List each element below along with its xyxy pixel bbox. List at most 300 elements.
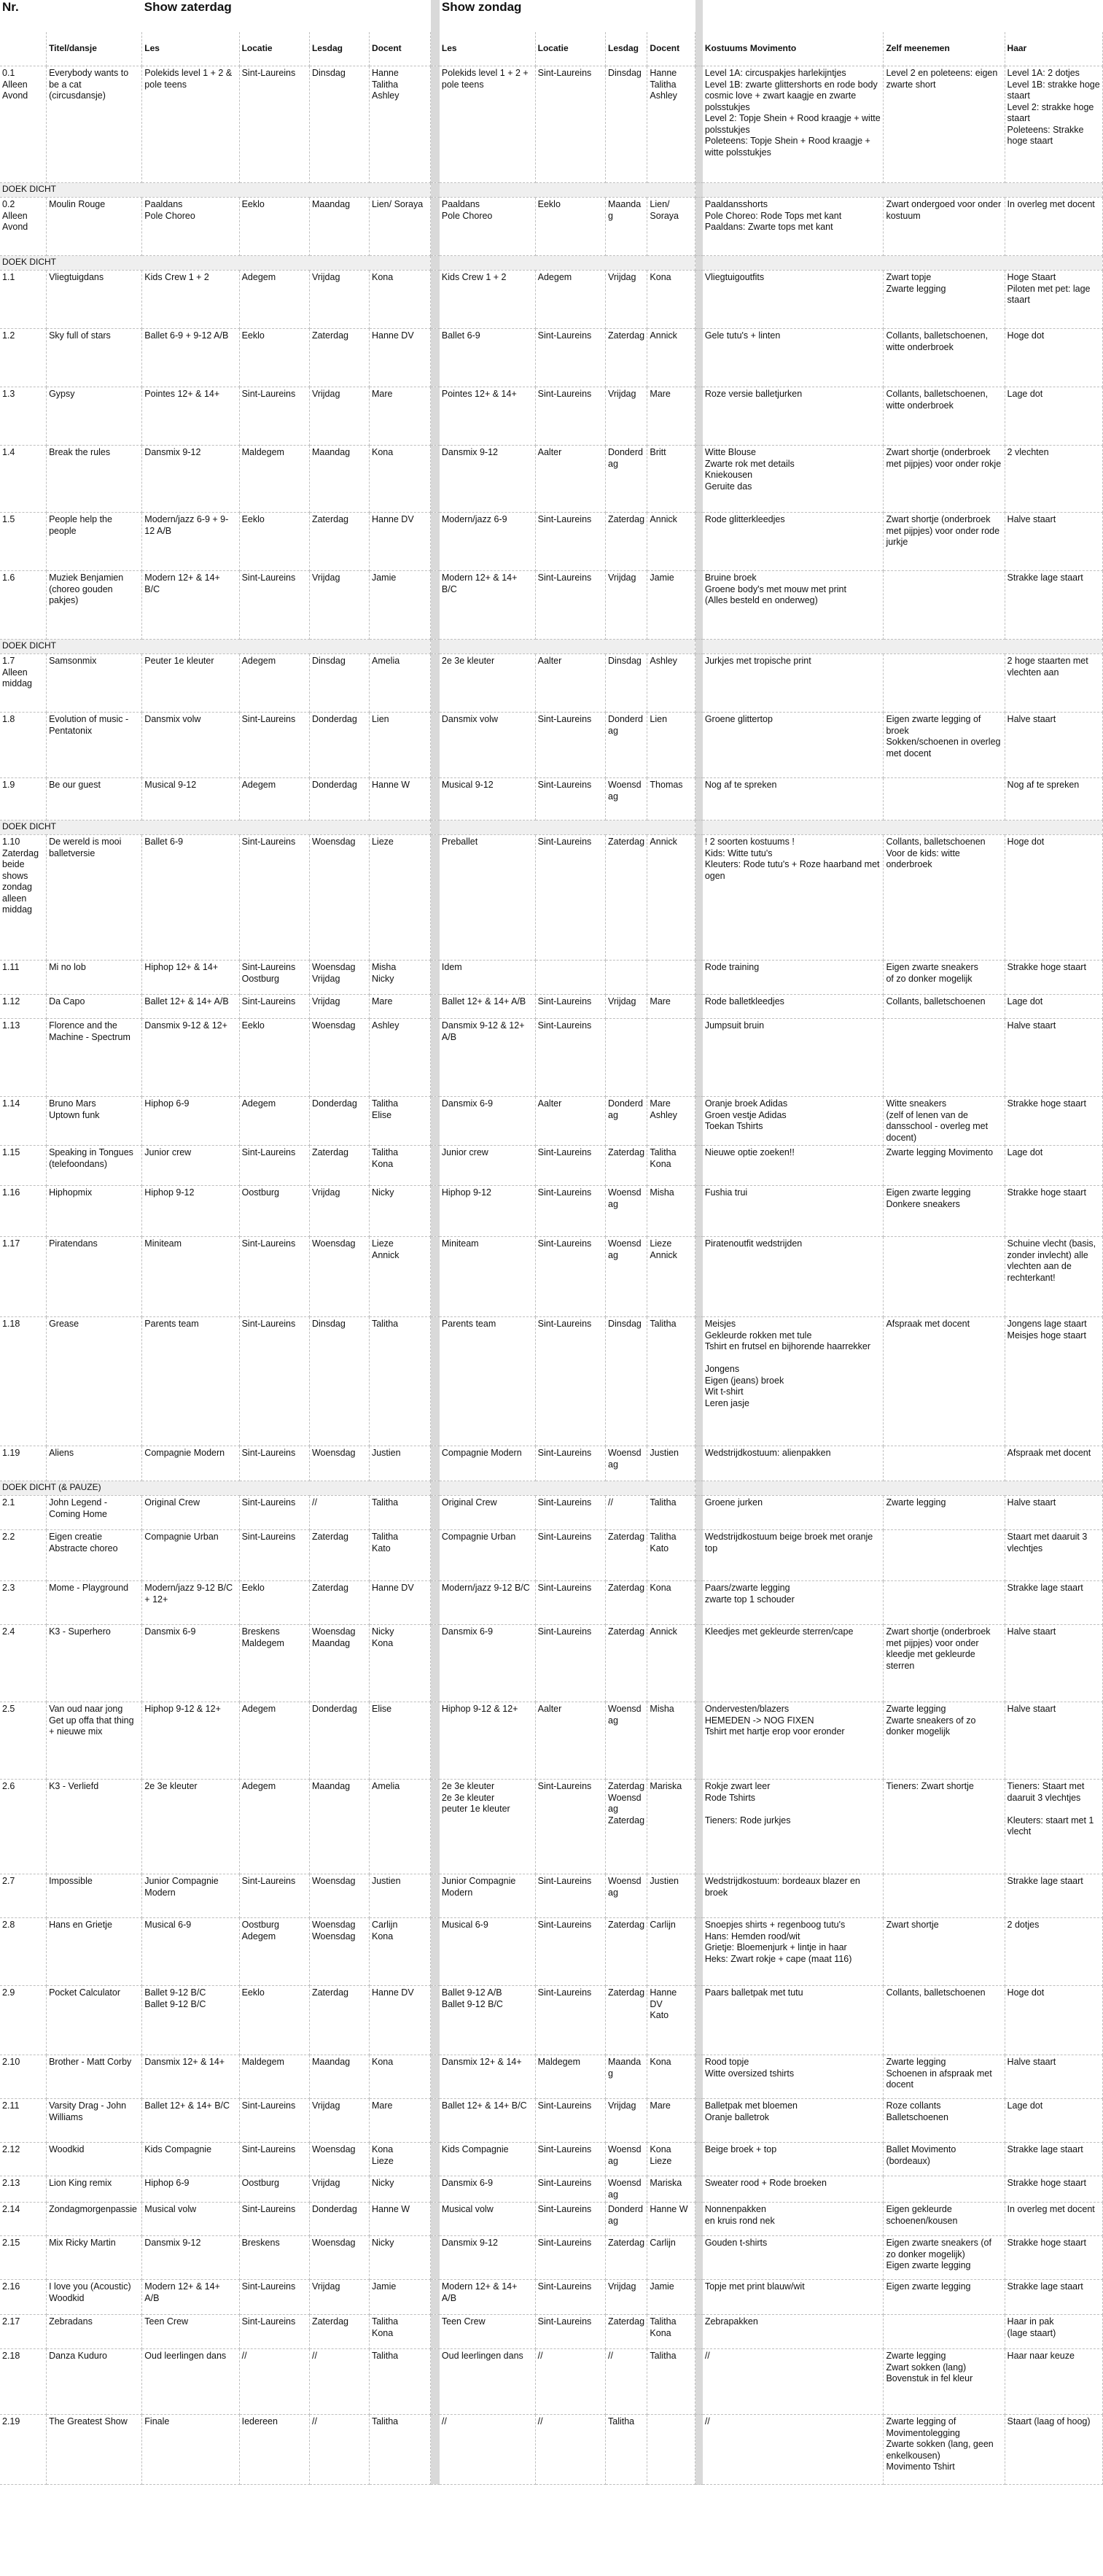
table-row bbox=[0, 2099, 1103, 2143]
cell-les: Dansmix volw bbox=[142, 713, 239, 778]
doek-dicht-label: DOEK DICHT bbox=[0, 820, 431, 835]
doek-dicht-label: DOEK DICHT (& PAUZE) bbox=[0, 1481, 431, 1496]
cell-les-zondag: Dansmix 9-12 bbox=[440, 446, 535, 513]
cell-locatie: Sint-Laureins bbox=[239, 2099, 309, 2143]
cell-zelf-meenemen: Eigen zwarte sneakers (of zo donker mogelijk) Eigen zwarte legging bbox=[884, 2236, 1005, 2280]
cell-titel: Mi no lob bbox=[47, 961, 142, 995]
cell-kostuums: Nog af te spreken bbox=[703, 778, 884, 820]
table-row bbox=[0, 2349, 1103, 2415]
cell-docent: Talitha bbox=[369, 1317, 430, 1446]
table-row bbox=[0, 1986, 1103, 2055]
cell-lesdag-zondag: Zaterdag bbox=[606, 513, 647, 571]
cell-haar: Hoge dot bbox=[1005, 835, 1102, 961]
cell-kostuums: Piratenoutfit wedstrijden bbox=[703, 1237, 884, 1317]
cell-lesdag-zondag: Vrijdag bbox=[606, 271, 647, 329]
cell-titel: Zondagmorgenpassie bbox=[47, 2203, 142, 2236]
cell-haar: Halve staart bbox=[1005, 2055, 1102, 2099]
cell-locatie: Sint-Laureins bbox=[239, 1146, 309, 1186]
cell-lesdag-zondag: Woensdag bbox=[606, 1446, 647, 1481]
cell-locatie: Oostburg bbox=[239, 2176, 309, 2203]
cell-docent-zondag bbox=[647, 2415, 695, 2485]
cell-les: Ballet 6-9 + 9-12 A/B bbox=[142, 329, 239, 387]
cell-les-zondag: Dansmix 6-9 bbox=[440, 1625, 535, 1702]
cell-docent: Hanne DV bbox=[369, 1986, 430, 2055]
cell-lesdag-zondag: Zaterdag bbox=[606, 1581, 647, 1625]
col-kostuums: Kostuums Movimento bbox=[703, 32, 884, 66]
cell-les-zondag: Ballet 12+ & 14+ A/B bbox=[440, 995, 535, 1019]
cell-les: Teen Crew bbox=[142, 2315, 239, 2349]
cell-locatie: Adegem bbox=[239, 1702, 309, 1780]
cell-les: Kids Compagnie bbox=[142, 2143, 239, 2176]
cell-docent: Mare bbox=[369, 2099, 430, 2143]
cell-les: Pointes 12+ & 14+ bbox=[142, 387, 239, 446]
cell-lesdag: Zaterdag bbox=[309, 1986, 369, 2055]
cell-nr: 2.12 bbox=[0, 2143, 47, 2176]
cell-docent: Lieze Annick bbox=[369, 1237, 430, 1317]
table-row bbox=[0, 961, 1103, 995]
cell-locatie-zondag: Maldegem bbox=[535, 2055, 605, 2099]
cell-haar: In overleg met docent bbox=[1005, 2203, 1102, 2236]
cell-lesdag-zondag: Vrijdag bbox=[606, 571, 647, 640]
cell-docent: Kona bbox=[369, 271, 430, 329]
cell-titel: Samsonmix bbox=[47, 654, 142, 713]
table-row bbox=[0, 654, 1103, 713]
table-row bbox=[0, 1237, 1103, 1317]
cell-docent: Justien bbox=[369, 1874, 430, 1918]
cell-docent: Carlijn Kona bbox=[369, 1918, 430, 1986]
cell-lesdag: Woensdag bbox=[309, 1446, 369, 1481]
table-row bbox=[0, 1097, 1103, 1146]
cell-locatie-zondag: Sint-Laureins bbox=[535, 1446, 605, 1481]
cell-haar: Hoge dot bbox=[1005, 1986, 1102, 2055]
cell-les-zondag: Dansmix 9-12 & 12+ A/B bbox=[440, 1019, 535, 1097]
cell-les-zondag: Compagnie Urban bbox=[440, 1530, 535, 1581]
cell-lesdag: Dinsdag bbox=[309, 654, 369, 713]
cell-docent: Misha Nicky bbox=[369, 961, 430, 995]
cell-lesdag: Donderdag bbox=[309, 1097, 369, 1146]
col-locatie: Locatie bbox=[239, 32, 309, 66]
cell-docent-zondag: Annick bbox=[647, 513, 695, 571]
doek-dicht-label: DOEK DICHT bbox=[0, 640, 431, 654]
cell-locatie-zondag: Aalter bbox=[535, 1097, 605, 1146]
cell-locatie: Sint-Laureins bbox=[239, 1496, 309, 1530]
cell-nr: 2.17 bbox=[0, 2315, 47, 2349]
cell-titel: Speaking in Tongues (telefoondans) bbox=[47, 1146, 142, 1186]
cell-lesdag-zondag bbox=[606, 1019, 647, 1097]
cell-haar: Halve staart bbox=[1005, 713, 1102, 778]
cell-locatie: Breskens bbox=[239, 2236, 309, 2280]
cell-locatie-zondag: Sint-Laureins bbox=[535, 1581, 605, 1625]
cell-haar: Strakke lage staart bbox=[1005, 571, 1102, 640]
cell-docent: Elise bbox=[369, 1702, 430, 1780]
cell-nr: 2.11 bbox=[0, 2099, 47, 2143]
cell-lesdag: Woensdag Maandag bbox=[309, 1625, 369, 1702]
cell-les: Ballet 9-12 B/C Ballet 9-12 B/C bbox=[142, 1986, 239, 2055]
cell-docent-zondag: Talitha Kato bbox=[647, 1530, 695, 1581]
cell-locatie: Sint-Laureins bbox=[239, 387, 309, 446]
cell-lesdag: Zaterdag bbox=[309, 513, 369, 571]
cell-kostuums: Jurkjes met tropische print bbox=[703, 654, 884, 713]
cell-kostuums: Rode glitterkleedjes bbox=[703, 513, 884, 571]
cell-titel: Brother - Matt Corby bbox=[47, 2055, 142, 2099]
cell-les: Modern/jazz 6-9 + 9-12 A/B bbox=[142, 513, 239, 571]
cell-les: Modern 12+ & 14+ A/B bbox=[142, 2280, 239, 2315]
cell-titel: Mix Ricky Martin bbox=[47, 2236, 142, 2280]
cell-haar: Halve staart bbox=[1005, 1019, 1102, 1097]
cell-docent-zondag: Kona bbox=[647, 1581, 695, 1625]
cell-lesdag-zondag: Woensdag bbox=[606, 2143, 647, 2176]
cell-les: Hiphop 6-9 bbox=[142, 2176, 239, 2203]
cell-lesdag-zondag: Donderdag bbox=[606, 713, 647, 778]
table-row bbox=[0, 271, 1103, 329]
cell-kostuums: Groene glittertop bbox=[703, 713, 884, 778]
table-row bbox=[0, 1446, 1103, 1481]
cell-les-zondag: Kids Compagnie bbox=[440, 2143, 535, 2176]
cell-les-zondag: Musical 9-12 bbox=[440, 778, 535, 820]
cell-les-zondag: Polekids level 1 + 2 + pole teens bbox=[440, 66, 535, 183]
table-row bbox=[0, 1625, 1103, 1702]
col-zelf-meenemen: Zelf meenemen bbox=[884, 32, 1005, 66]
table-row bbox=[0, 2055, 1103, 2099]
cell-locatie-zondag: Sint-Laureins bbox=[535, 2236, 605, 2280]
cell-les: Dansmix 9-12 bbox=[142, 446, 239, 513]
cell-docent: Talitha bbox=[369, 2415, 430, 2485]
cell-kostuums: Oranje broek Adidas Groen vestje Adidas Toekan Tshirts bbox=[703, 1097, 884, 1146]
cell-les-zondag: Pointes 12+ & 14+ bbox=[440, 387, 535, 446]
cell-haar: Tieners: Staart met daaruit 3 vlechtjes Kleuters: staart met 1 vlecht bbox=[1005, 1780, 1102, 1874]
cell-zelf-meenemen: Eigen gekleurde schoenen/kousen bbox=[884, 2203, 1005, 2236]
cell-nr: 1.14 bbox=[0, 1097, 47, 1146]
cell-titel: Bruno Mars Uptown funk bbox=[47, 1097, 142, 1146]
cell-nr: 1.19 bbox=[0, 1446, 47, 1481]
cell-locatie-zondag: // bbox=[535, 2349, 605, 2415]
cell-locatie: Sint-Laureins bbox=[239, 2280, 309, 2315]
cell-lesdag: Zaterdag bbox=[309, 1530, 369, 1581]
cell-locatie: Sint-Laureins bbox=[239, 66, 309, 183]
cell-lesdag-zondag: Woensdag bbox=[606, 2176, 647, 2203]
cell-zelf-meenemen: Zwarte legging Zwarte sneakers of zo donker mogelijk bbox=[884, 1702, 1005, 1780]
cell-locatie-zondag: Sint-Laureins bbox=[535, 1625, 605, 1702]
table-row bbox=[0, 2176, 1103, 2203]
cell-nr: 2.6 bbox=[0, 1780, 47, 1874]
cell-docent-zondag: Mare bbox=[647, 387, 695, 446]
cell-locatie-zondag: Sint-Laureins bbox=[535, 1237, 605, 1317]
table-row bbox=[0, 571, 1103, 640]
cell-lesdag-zondag: Zaterdag bbox=[606, 1530, 647, 1581]
cell-docent: Talitha Elise bbox=[369, 1097, 430, 1146]
cell-les-zondag: Junior crew bbox=[440, 1146, 535, 1186]
cell-haar: In overleg met docent bbox=[1005, 198, 1102, 256]
cell-les: Original Crew bbox=[142, 1496, 239, 1530]
cell-docent: Lieze bbox=[369, 835, 430, 961]
cell-titel: Gypsy bbox=[47, 387, 142, 446]
cell-zelf-meenemen: Zwart shortje (onderbroek met pijpjes) voor onder rokje bbox=[884, 446, 1005, 513]
cell-titel: Muziek Benjamien (choreo gouden pakjes) bbox=[47, 571, 142, 640]
cell-lesdag-zondag: Donderdag bbox=[606, 1097, 647, 1146]
cell-lesdag: Vrijdag bbox=[309, 2280, 369, 2315]
table-row bbox=[0, 1530, 1103, 1581]
cell-docent: Talitha Kona bbox=[369, 1146, 430, 1186]
cell-haar: Strakke lage staart bbox=[1005, 2143, 1102, 2176]
cell-lesdag-zondag: Zaterdag bbox=[606, 2315, 647, 2349]
cell-zelf-meenemen bbox=[884, 1874, 1005, 1918]
cell-kostuums: Level 1A: circuspakjes harlekijntjes Level 1B: zwarte glittershorts en rode body cosmic love + zwart kaagje en zwarte polsstukjes Level 2: Topje Shein + Rood kraagje + witte polsstukjes Poleteens: Topje Shein + Rood kraagje + witte polsstukjes bbox=[703, 66, 884, 183]
cell-les: Junior Compagnie Modern bbox=[142, 1874, 239, 1918]
table-row bbox=[0, 2415, 1103, 2485]
cell-lesdag: Vrijdag bbox=[309, 2176, 369, 2203]
cell-locatie: Sint-Laureins bbox=[239, 1446, 309, 1481]
cell-zelf-meenemen: Zwart topje Zwarte legging bbox=[884, 271, 1005, 329]
cell-titel: Lion King remix bbox=[47, 2176, 142, 2203]
cell-zelf-meenemen bbox=[884, 1581, 1005, 1625]
cell-titel: People help the people bbox=[47, 513, 142, 571]
cell-locatie: Adegem bbox=[239, 778, 309, 820]
cell-les: Dansmix 9-12 bbox=[142, 2236, 239, 2280]
cell-nr: 2.14 bbox=[0, 2203, 47, 2236]
cell-les: Hiphop 9-12 bbox=[142, 1186, 239, 1237]
cell-haar: Halve staart bbox=[1005, 1702, 1102, 1780]
cell-lesdag-zondag: Zaterdag bbox=[606, 2236, 647, 2280]
cell-haar: Strakke hoge staart bbox=[1005, 2176, 1102, 2203]
table-row bbox=[0, 66, 1103, 183]
cell-les-zondag: Musical 6-9 bbox=[440, 1918, 535, 1986]
cell-docent: Talitha bbox=[369, 2349, 430, 2415]
cell-locatie-zondag: Sint-Laureins bbox=[535, 778, 605, 820]
table-row bbox=[0, 1317, 1103, 1446]
cell-docent-zondag: Annick bbox=[647, 835, 695, 961]
cell-les: Parents team bbox=[142, 1317, 239, 1446]
cell-zelf-meenemen bbox=[884, 2176, 1005, 2203]
cell-les-zondag: Ballet 9-12 A/B Ballet 9-12 B/C bbox=[440, 1986, 535, 2055]
col-docent: Docent bbox=[369, 32, 430, 66]
cell-kostuums: Rokje zwart leer Rode Tshirts Tieners: Rode jurkjes bbox=[703, 1780, 884, 1874]
cell-lesdag: Maandag bbox=[309, 2055, 369, 2099]
cell-haar: Strakke hoge staart bbox=[1005, 961, 1102, 995]
cell-locatie: Sint-Laureins bbox=[239, 995, 309, 1019]
doek-dicht-row bbox=[0, 640, 1103, 654]
cell-titel: Everybody wants to be a cat (circusdansje) bbox=[47, 66, 142, 183]
cell-kostuums: Jumpsuit bruin bbox=[703, 1019, 884, 1097]
cell-lesdag-zondag: Vrijdag bbox=[606, 2099, 647, 2143]
cell-locatie-zondag: Sint-Laureins bbox=[535, 329, 605, 387]
cell-zelf-meenemen bbox=[884, 778, 1005, 820]
cell-titel: Danza Kuduro bbox=[47, 2349, 142, 2415]
cell-zelf-meenemen: Collants, balletschoenen, witte onderbroek bbox=[884, 387, 1005, 446]
cell-locatie: Sint-Laureins bbox=[239, 1237, 309, 1317]
cell-titel: Florence and the Machine - Spectrum bbox=[47, 1019, 142, 1097]
cell-nr: 1.18 bbox=[0, 1317, 47, 1446]
cell-les-zondag: Junior Compagnie Modern bbox=[440, 1874, 535, 1918]
cell-nr: 2.15 bbox=[0, 2236, 47, 2280]
cell-docent-zondag: Hanne W bbox=[647, 2203, 695, 2236]
cell-locatie-zondag: Sint-Laureins bbox=[535, 66, 605, 183]
cell-nr: 1.17 bbox=[0, 1237, 47, 1317]
cell-lesdag: Donderdag bbox=[309, 778, 369, 820]
cell-docent-zondag: Talitha bbox=[647, 2349, 695, 2415]
cell-lesdag: Woensdag bbox=[309, 835, 369, 961]
cell-docent-zondag: Lieze Annick bbox=[647, 1237, 695, 1317]
cell-lesdag-zondag: Vrijdag bbox=[606, 387, 647, 446]
cell-les-zondag: Paaldans Pole Choreo bbox=[440, 198, 535, 256]
cell-titel: Varsity Drag - John Williams bbox=[47, 2099, 142, 2143]
cell-titel: Break the rules bbox=[47, 446, 142, 513]
cell-les: Ballet 12+ & 14+ B/C bbox=[142, 2099, 239, 2143]
cell-les: Peuter 1e kleuter bbox=[142, 654, 239, 713]
cell-lesdag-zondag bbox=[606, 961, 647, 995]
cell-titel: Mome - Playground bbox=[47, 1581, 142, 1625]
cell-docent-zondag: Annick bbox=[647, 1625, 695, 1702]
cell-zelf-meenemen bbox=[884, 1446, 1005, 1481]
cell-les-zondag: Hiphop 9-12 & 12+ bbox=[440, 1702, 535, 1780]
cell-lesdag-zondag: Donderdag bbox=[606, 2203, 647, 2236]
cell-titel: Moulin Rouge bbox=[47, 198, 142, 256]
cell-locatie-zondag: Sint-Laureins bbox=[535, 1146, 605, 1186]
cell-nr: 1.8 bbox=[0, 713, 47, 778]
cell-locatie-zondag: Sint-Laureins bbox=[535, 1780, 605, 1874]
cell-kostuums: Gele tutu's + linten bbox=[703, 329, 884, 387]
cell-lesdag-zondag: Woensdag bbox=[606, 1186, 647, 1237]
cell-docent-zondag: Jamie bbox=[647, 571, 695, 640]
cell-haar: Hoge Staart Piloten met pet: lage staart bbox=[1005, 271, 1102, 329]
cell-kostuums: Sweater rood + Rode broeken bbox=[703, 2176, 884, 2203]
table-row bbox=[0, 2143, 1103, 2176]
col-lesdag-zondag: Lesdag bbox=[606, 32, 647, 66]
cell-lesdag: Donderdag bbox=[309, 2203, 369, 2236]
cell-lesdag-zondag: // bbox=[606, 2349, 647, 2415]
cell-les: Ballet 6-9 bbox=[142, 835, 239, 961]
cell-locatie: Eeklo bbox=[239, 198, 309, 256]
cell-nr: 0.1 Alleen Avond bbox=[0, 66, 47, 183]
cell-les: Modern 12+ & 14+ B/C bbox=[142, 571, 239, 640]
cell-lesdag-zondag: Zaterdag bbox=[606, 1625, 647, 1702]
cell-locatie-zondag: Sint-Laureins bbox=[535, 713, 605, 778]
cell-docent-zondag: Mariska bbox=[647, 2176, 695, 2203]
cell-lesdag-zondag: Zaterdag Woensdag Zaterdag bbox=[606, 1780, 647, 1874]
cell-kostuums: Wedstrijdkostuum: alienpakken bbox=[703, 1446, 884, 1481]
table-row bbox=[0, 1019, 1103, 1097]
cell-titel: Pocket Calculator bbox=[47, 1986, 142, 2055]
cell-haar: Lage dot bbox=[1005, 387, 1102, 446]
cell-locatie: Maldegem bbox=[239, 446, 309, 513]
cell-les-zondag: Modern 12+ & 14+ B/C bbox=[440, 571, 535, 640]
cell-docent-zondag: Mare Ashley bbox=[647, 1097, 695, 1146]
show-zondag-heading: Show zondag bbox=[441, 0, 522, 14]
cell-kostuums: Bruine broek Groene body's met mouw met print (Alles besteld en onderweg) bbox=[703, 571, 884, 640]
cell-locatie: Maldegem bbox=[239, 2055, 309, 2099]
cell-les-zondag: Idem bbox=[440, 961, 535, 995]
cell-docent-zondag: Hanne Talitha Ashley bbox=[647, 66, 695, 183]
cell-titel: Evolution of music - Pentatonix bbox=[47, 713, 142, 778]
cell-les: Miniteam bbox=[142, 1237, 239, 1317]
cell-haar: Strakke hoge staart bbox=[1005, 1186, 1102, 1237]
cell-les: Junior crew bbox=[142, 1146, 239, 1186]
table-row bbox=[0, 778, 1103, 820]
cell-les-zondag: Modern 12+ & 14+ A/B bbox=[440, 2280, 535, 2315]
cell-lesdag: Zaterdag bbox=[309, 1146, 369, 1186]
cell-zelf-meenemen: Collants, balletschoenen Voor de kids: witte onderbroek bbox=[884, 835, 1005, 961]
table-row bbox=[0, 387, 1103, 446]
cell-zelf-meenemen: Zwarte legging bbox=[884, 1496, 1005, 1530]
cell-locatie: Sint-Laureins bbox=[239, 571, 309, 640]
cell-locatie-zondag: Sint-Laureins bbox=[535, 1986, 605, 2055]
cell-docent: Mare bbox=[369, 387, 430, 446]
table-row bbox=[0, 446, 1103, 513]
cell-nr: 2.8 bbox=[0, 1918, 47, 1986]
cell-titel: K3 - Superhero bbox=[47, 1625, 142, 1702]
table-row bbox=[0, 1581, 1103, 1625]
cell-les: Finale bbox=[142, 2415, 239, 2485]
cell-kostuums: Meisjes Gekleurde rokken met tule Tshirt en frutsel en bijhorende haarrekker Jongens Eigen (jeans) broek Wit t-shirt Leren jasje bbox=[703, 1317, 884, 1446]
cell-nr: 1.7 Alleen middag bbox=[0, 654, 47, 713]
table-row bbox=[0, 2280, 1103, 2315]
cell-zelf-meenemen: Zwarte legging Zwart sokken (lang) Bovenstuk in fel kleur bbox=[884, 2349, 1005, 2415]
cell-haar: Nog af te spreken bbox=[1005, 778, 1102, 820]
cell-docent: Nicky bbox=[369, 2176, 430, 2203]
cell-kostuums: Rood topje Witte oversized tshirts bbox=[703, 2055, 884, 2099]
cell-les: Hiphop 12+ & 14+ bbox=[142, 961, 239, 995]
cell-docent: Mare bbox=[369, 995, 430, 1019]
cell-kostuums: Wedstrijdkostuum beige broek met oranje top bbox=[703, 1530, 884, 1581]
cell-locatie: Sint-Laureins bbox=[239, 2315, 309, 2349]
cell-lesdag-zondag: Zaterdag bbox=[606, 1986, 647, 2055]
cell-kostuums: Paars/zwarte legging zwarte top 1 schouder bbox=[703, 1581, 884, 1625]
cell-zelf-meenemen: Level 2 en poleteens: eigen zwarte short bbox=[884, 66, 1005, 183]
cell-haar: Lage dot bbox=[1005, 2099, 1102, 2143]
cell-lesdag-zondag: Zaterdag bbox=[606, 835, 647, 961]
cell-nr: 2.7 bbox=[0, 1874, 47, 1918]
table-row bbox=[0, 329, 1103, 387]
cell-nr: 1.11 bbox=[0, 961, 47, 995]
cell-lesdag: Dinsdag bbox=[309, 66, 369, 183]
cell-lesdag: // bbox=[309, 2415, 369, 2485]
cell-haar: Afspraak met docent bbox=[1005, 1446, 1102, 1481]
cell-zelf-meenemen: Witte sneakers (zelf of lenen van de dansschool - overleg met docent) bbox=[884, 1097, 1005, 1146]
cell-haar: Staart (laag of hoog) bbox=[1005, 2415, 1102, 2485]
cell-locatie: Oostburg Adegem bbox=[239, 1918, 309, 1986]
cell-docent-zondag: Talitha bbox=[647, 1317, 695, 1446]
cell-docent: Lien bbox=[369, 713, 430, 778]
cell-lesdag: Vrijdag bbox=[309, 387, 369, 446]
cell-kostuums: Beige broek + top bbox=[703, 2143, 884, 2176]
cell-lesdag-zondag: Maandag bbox=[606, 2055, 647, 2099]
cell-locatie-zondag: Sint-Laureins bbox=[535, 387, 605, 446]
cell-docent-zondag: Mare bbox=[647, 995, 695, 1019]
cell-haar: Haar naar keuze bbox=[1005, 2349, 1102, 2415]
cell-les: Dansmix 6-9 bbox=[142, 1625, 239, 1702]
cell-docent: Hanne DV bbox=[369, 1581, 430, 1625]
cell-les-zondag: 2e 3e kleuter 2e 3e kleuter peuter 1e kleuter bbox=[440, 1780, 535, 1874]
cell-locatie-zondag: // bbox=[535, 2415, 605, 2485]
cell-haar: Halve staart bbox=[1005, 1625, 1102, 1702]
cell-les: Hiphop 6-9 bbox=[142, 1097, 239, 1146]
cell-lesdag: Vrijdag bbox=[309, 571, 369, 640]
cell-haar: Level 1A: 2 dotjes Level 1B: strakke hoge staart Level 2: strakke hoge staart Poleteens: Strakke hoge staart bbox=[1005, 66, 1102, 183]
cell-kostuums: Paars balletpak met tutu bbox=[703, 1986, 884, 2055]
cell-kostuums: Paaldansshorts Pole Choreo: Rode Tops met kant Paaldans: Zwarte tops met kant bbox=[703, 198, 884, 256]
cell-nr: 2.3 bbox=[0, 1581, 47, 1625]
table-row bbox=[0, 1186, 1103, 1237]
cell-kostuums: Balletpak met bloemen Oranje balletrok bbox=[703, 2099, 884, 2143]
cell-nr: 1.10 Zaterdag beide shows zondag alleen middag bbox=[0, 835, 47, 961]
cell-docent: Hanne DV bbox=[369, 329, 430, 387]
cell-les-zondag: Compagnie Modern bbox=[440, 1446, 535, 1481]
cell-titel: Zebradans bbox=[47, 2315, 142, 2349]
cell-locatie: Breskens Maldegem bbox=[239, 1625, 309, 1702]
cell-kostuums: Kleedjes met gekleurde sterren/cape bbox=[703, 1625, 884, 1702]
cell-haar: Lage dot bbox=[1005, 995, 1102, 1019]
cell-titel: Van oud naar jong Get up offa that thing + nieuwe mix bbox=[47, 1702, 142, 1780]
table-row bbox=[0, 713, 1103, 778]
